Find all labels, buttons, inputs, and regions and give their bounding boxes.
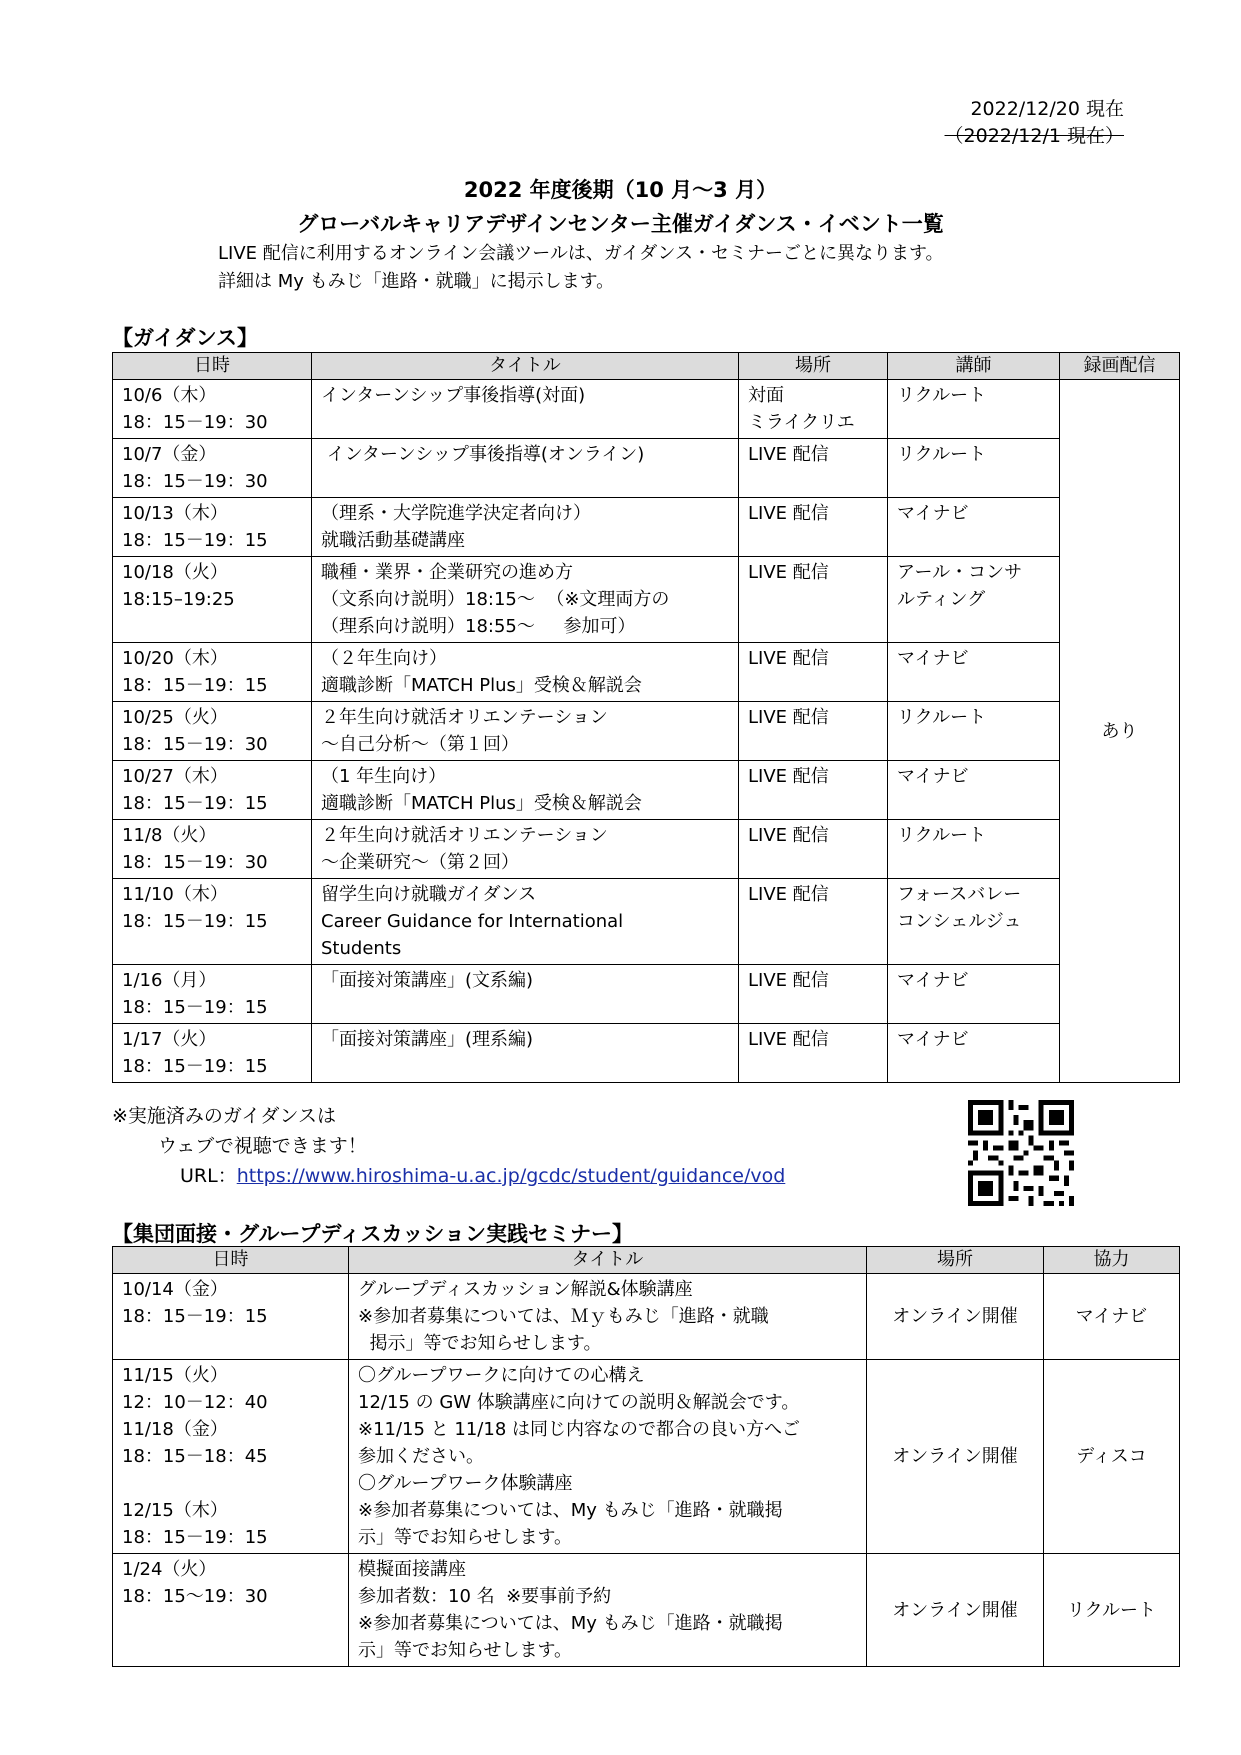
place-cell-line: LIVE 配信: [748, 1029, 829, 1050]
current-date: 2022/12/20 現在: [970, 98, 1124, 120]
qr-code-icon: [968, 1100, 1074, 1206]
title-cell-line: 「面接対策講座」(文系編): [321, 970, 534, 991]
partner-cell: リクルート: [1044, 1554, 1180, 1667]
url-label: URL：: [180, 1165, 237, 1187]
place-cell-line: LIVE 配信: [748, 562, 829, 583]
lecturer-cell-line: マイナビ: [897, 766, 969, 787]
title-cell-line: 12/15 の GW 体験講座に向けての説明＆解説会です。: [358, 1392, 800, 1413]
title-cell-line: インターンシップ事後指導(オンライン): [321, 444, 645, 465]
place-cell: [739, 879, 888, 965]
title-cell: [312, 498, 739, 557]
title-cell: [349, 1554, 867, 1667]
place-cell: [739, 380, 888, 439]
title-cell-line: ２年生向け就活オリエンテーション: [321, 707, 608, 728]
place-cell-line: LIVE 配信: [748, 825, 829, 846]
title-cell: [312, 702, 739, 761]
date-cell: [113, 965, 312, 1024]
title-cell-line: 〇グループワークに向けての心構え: [358, 1365, 645, 1386]
date-cell: [113, 557, 312, 643]
date-cell-line: [122, 1470, 339, 1497]
place-cell: [739, 761, 888, 820]
lecturer-cell: [888, 498, 1060, 557]
place-cell: [739, 498, 888, 557]
title-cell-line: グループディスカッション解説&体験講座: [358, 1279, 693, 1300]
date-cell-line: 18：15－19：15: [122, 1306, 268, 1327]
table-row: [113, 498, 1180, 557]
title-cell-line: （文系向け説明）18:15～ （※文理両方の: [321, 589, 670, 610]
title-cell: [312, 557, 739, 643]
date-cell-line: 18：15－19：15: [122, 793, 268, 814]
title-cell-line: 留学生向け就職ガイダンス: [321, 884, 537, 905]
lecturer-cell: [888, 879, 1060, 965]
date-cell-line: 12/15（木）: [122, 1500, 228, 1521]
previous-date: （2022/12/1 現在）: [944, 125, 1124, 147]
title-cell-line: 適職診断「MATCH Plus」受検＆解説会: [321, 675, 642, 696]
column-header-place: 場所: [739, 353, 888, 380]
place-cell: [739, 643, 888, 702]
guidance-header-row: [113, 353, 1180, 380]
place-cell: [739, 965, 888, 1024]
lecturer-cell: [888, 643, 1060, 702]
place-cell-line: 対面: [748, 385, 784, 406]
lecturer-cell-line: フォースバレー: [897, 884, 1022, 905]
date-cell-line: 10/14（金）: [122, 1279, 228, 1300]
seminar-heading: 【集団面接・グループディスカッション実践セミナー】: [112, 1222, 634, 1246]
lecturer-cell: [888, 557, 1060, 643]
title-cell: [312, 820, 739, 879]
date-cell-line: 11/18（金）: [122, 1419, 228, 1440]
date-cell: [113, 1360, 349, 1554]
date-cell: [113, 761, 312, 820]
date-cell-line: 18：15－19：30: [122, 471, 268, 492]
lecturer-cell: [888, 702, 1060, 761]
date-cell: [113, 1024, 312, 1083]
place-cell: オンライン開催: [867, 1274, 1044, 1360]
vod-url-line: [112, 1161, 785, 1191]
title-cell-line: インターンシップ事後指導(対面): [321, 385, 586, 406]
date-cell-line: 18：15～19：30: [122, 1586, 268, 1607]
table-row: [113, 702, 1180, 761]
place-cell: [739, 702, 888, 761]
table-row: [113, 557, 1180, 643]
table-row: [113, 1554, 1180, 1667]
place-cell: [739, 820, 888, 879]
date-cell-line: 10/6（木）: [122, 385, 217, 406]
lecturer-cell: [888, 439, 1060, 498]
lecturer-cell: [888, 380, 1060, 439]
date-cell-line: 1/17（火）: [122, 1029, 217, 1050]
place-cell-line: LIVE 配信: [748, 648, 829, 669]
date-cell-line: 10/20（木）: [122, 648, 228, 669]
title-cell-line: 〇グループワーク体験講座: [358, 1473, 573, 1494]
lecturer-cell-line: マイナビ: [897, 648, 969, 669]
guidance-heading: 【ガイダンス】: [112, 326, 258, 350]
title-cell-line: （２年生向け）: [321, 648, 447, 669]
date-cell-line: 18：15－19：15: [122, 1527, 268, 1548]
table-row: [113, 1274, 1180, 1360]
title-cell: [312, 1024, 739, 1083]
title-cell-line: 適職診断「MATCH Plus」受検＆解説会: [321, 793, 642, 814]
title-cell-line: 示」等でお知らせします。: [358, 1527, 573, 1548]
title-cell-line: 「面接対策講座」(理系編): [321, 1029, 534, 1050]
lecturer-cell: [888, 965, 1060, 1024]
date-cell: [113, 879, 312, 965]
title-cell-line: Career Guidance for International: [321, 911, 624, 932]
column-header-partner: 協力: [1044, 1247, 1180, 1274]
lecturer-cell-line: マイナビ: [897, 1029, 969, 1050]
table-row: [113, 879, 1180, 965]
lecturer-cell: [888, 820, 1060, 879]
date-cell-line: 11/8（火）: [122, 825, 217, 846]
page-subtitle: グローバルキャリアデザインセンター主催ガイダンス・イベント一覧: [297, 212, 944, 236]
column-header-title: タイトル: [312, 353, 739, 380]
date-cell-line: 18：15－19：15: [122, 530, 268, 551]
date-cell-line: 11/15（火）: [122, 1365, 228, 1386]
place-cell-line: LIVE 配信: [748, 707, 829, 728]
table-row: [113, 439, 1180, 498]
date-cell-line: 10/25（火）: [122, 707, 228, 728]
title-cell-line: ～企業研究～（第２回）: [321, 852, 519, 873]
title-cell-line: Students: [321, 938, 402, 959]
date-cell-line: 10/27（木）: [122, 766, 228, 787]
title-cell: [312, 643, 739, 702]
title-cell-line: 示」等でお知らせします。: [358, 1640, 573, 1661]
date-cell-line: 18：15－19：30: [122, 734, 268, 755]
title-cell: [349, 1360, 867, 1554]
title-cell-line: ※参加者募集については、My もみじ「進路・就職掲: [358, 1500, 783, 1521]
title-cell-line: ～自己分析～（第１回）: [321, 734, 519, 755]
place-cell: [739, 557, 888, 643]
date-cell-line: 18：15－19：15: [122, 997, 268, 1018]
place-cell-line: LIVE 配信: [748, 444, 829, 465]
table-row: [113, 643, 1180, 702]
title-cell-line: 模擬面接講座: [358, 1559, 466, 1580]
note-line: 詳細は My もみじ「進路・就職」に掲示します。: [218, 271, 615, 292]
lecturer-cell-line: ルティング: [897, 589, 986, 610]
date-cell-line: 18：15－19：15: [122, 1056, 268, 1077]
lecturer-cell-line: リクルート: [897, 444, 987, 465]
place-cell: [739, 439, 888, 498]
column-header-lecturer: 講師: [888, 353, 1060, 380]
date-cell: [113, 643, 312, 702]
date-cell: [113, 380, 312, 439]
table-row: [113, 820, 1180, 879]
place-cell: オンライン開催: [867, 1554, 1044, 1667]
vod-link[interactable]: https://www.hiroshima-u.ac.jp/gcdc/student/guidance/vod: [236, 1165, 786, 1187]
title-cell: [349, 1274, 867, 1360]
lecturer-cell-line: マイナビ: [897, 503, 969, 524]
partner-cell: マイナビ: [1044, 1274, 1180, 1360]
table-row: [113, 761, 1180, 820]
vod-note: [112, 1101, 785, 1191]
notes: [218, 240, 944, 296]
title-cell-line: 就職活動基礎講座: [321, 530, 465, 551]
vod-line: ウェブで視聴できます！: [158, 1135, 367, 1157]
title-cell: [312, 879, 739, 965]
vod-line: ※実施済みのガイダンスは: [112, 1105, 336, 1127]
lecturer-cell-line: コンシェルジュ: [897, 911, 1022, 932]
title-cell-line: （理系・大学院進学決定者向け）: [321, 503, 591, 524]
lecturer-cell-line: リクルート: [897, 825, 987, 846]
title-cell: [312, 965, 739, 1024]
date-cell-line: 10/7（金）: [122, 444, 217, 465]
table-row: [113, 965, 1180, 1024]
place-cell-line: LIVE 配信: [748, 884, 829, 905]
lecturer-cell: [888, 1024, 1060, 1083]
table-row: [113, 380, 1180, 439]
date-cell-line: 18：15－19：30: [122, 412, 268, 433]
date-cell-line: 18：15－18：45: [122, 1446, 268, 1467]
title-cell-line: （1 年生向け）: [321, 766, 447, 787]
title-cell-line: 参加者数：10 名 ※要事前予約: [358, 1586, 612, 1607]
title-cell-line: ※参加者募集については、My もみじ「進路・就職掲: [358, 1613, 783, 1634]
column-header-recording: 録画配信: [1060, 353, 1180, 380]
date-cell-line: 18：15－19：30: [122, 852, 268, 873]
note-line: LIVE 配信に利用するオンライン会議ツールは、ガイダンス・セミナーごとに異なります。: [218, 243, 944, 264]
place-cell: オンライン開催: [867, 1360, 1044, 1554]
date-cell: [113, 702, 312, 761]
place-cell-line: LIVE 配信: [748, 766, 829, 787]
date-cell: [113, 1554, 349, 1667]
date-cell-line: 18：15－19：15: [122, 675, 268, 696]
date-cell-line: 10/13（木）: [122, 503, 228, 524]
place-cell: [739, 1024, 888, 1083]
date-cell-line: 12：10－12：40: [122, 1392, 268, 1413]
date-cell: [113, 820, 312, 879]
seminar-table: [112, 1246, 1180, 1667]
table-row: [113, 1024, 1180, 1083]
guidance-table: [112, 352, 1180, 1083]
column-header-title: タイトル: [349, 1247, 867, 1274]
partner-cell: ディスコ: [1044, 1360, 1180, 1554]
lecturer-cell-line: リクルート: [897, 707, 987, 728]
column-header-datetime: 日時: [113, 353, 312, 380]
date-cell-line: 18:15–19:25: [122, 589, 235, 610]
page-title: 2022 年度後期（10 月～3 月）: [463, 178, 778, 202]
title-cell: [312, 380, 739, 439]
lecturer-cell-line: マイナビ: [897, 970, 969, 991]
title-cell-line: 職種・業界・企業研究の進め方: [321, 562, 573, 583]
date-cell-line: 11/10（木）: [122, 884, 228, 905]
date-cell: [113, 439, 312, 498]
place-cell-line: LIVE 配信: [748, 503, 829, 524]
column-header-place: 場所: [867, 1247, 1044, 1274]
seminar-header-row: [113, 1247, 1180, 1274]
title-cell: [312, 761, 739, 820]
title-cell-line: 掲示」等でお知らせします。: [358, 1333, 602, 1354]
date-cell-line: 10/18（火）: [122, 562, 228, 583]
place-cell-line: LIVE 配信: [748, 970, 829, 991]
recording-cell: あり: [1060, 380, 1180, 1083]
lecturer-cell: [888, 761, 1060, 820]
lecturer-cell-line: アール・コンサ: [897, 562, 1023, 583]
date-cell-line: 1/16（月）: [122, 970, 217, 991]
date-cell-line: 1/24（火）: [122, 1559, 217, 1580]
lecturer-cell-line: リクルート: [897, 385, 987, 406]
column-header-datetime: 日時: [113, 1247, 349, 1274]
title-cell-line: （理系向け説明）18:55～ 参加可）: [321, 616, 636, 637]
title-cell-line: ２年生向け就活オリエンテーション: [321, 825, 608, 846]
table-row: [113, 1360, 1180, 1554]
title-cell: [312, 439, 739, 498]
date-cell: [113, 1274, 349, 1360]
date-cell: [113, 498, 312, 557]
title-cell-line: ※11/15 と 11/18 は同じ内容なので都合の良い方へご: [358, 1419, 800, 1440]
title-cell-line: 参加ください。: [358, 1446, 484, 1467]
title-cell-line: ※参加者募集については、Ｍｙもみじ「進路・就職: [358, 1306, 769, 1327]
date-cell-line: 18：15－19：15: [122, 911, 268, 932]
place-cell-line: ミライクリエ: [748, 412, 855, 433]
